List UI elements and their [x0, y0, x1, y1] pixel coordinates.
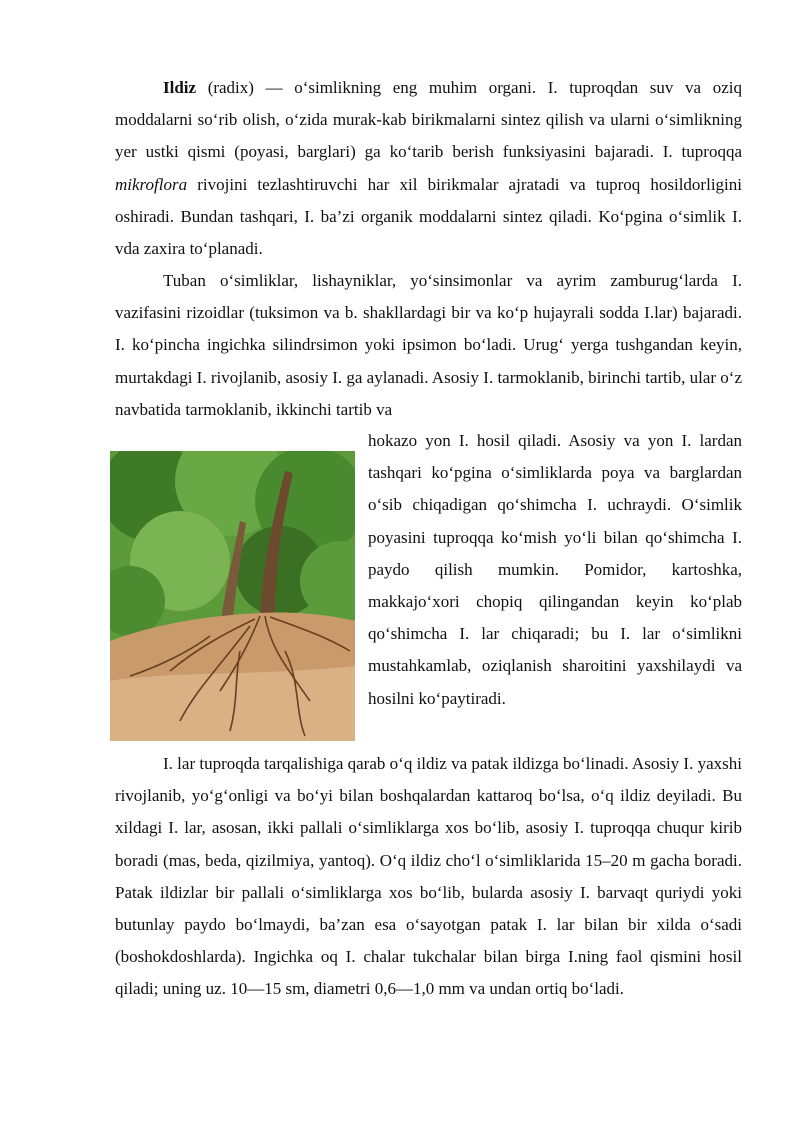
italic-mikroflora: mikroflora — [115, 174, 188, 194]
tree-roots-photo — [110, 451, 355, 741]
paragraph-rizoidlar: Tuban o‘simliklar, lishayniklar, yo‘sinsimonlar va ayrim zamburug‘larda I. vazifasini rizoidlar (tuksimon va b. shakllardagi bir va ko‘p hujayrali sodda I.lar) bajaradi. I. ko‘pincha ingichka silindrsimon yoki ipsimon bo‘ladi. Urug‘ yerga tushgandan keyin, murtakdagi I. rivojlanib, asosiy I. ga aylanadi. Asosiy I. tarmoklanib, birinchi tartib, ular o‘z navbatida tarmoklanib, ikkinchi tartib va — [115, 271, 742, 419]
tree-roots-photo-icon — [110, 451, 355, 741]
paragraph-ildiz-definition — [115, 72, 742, 265]
term-ildiz: Ildiz — [163, 78, 197, 97]
paragraph1-text-a: (radix) — o‘simlikning eng muhim organi. I. tuproqdan suv va oziq moddalarni so‘rib olish, o‘zida murak-kab birikmalarni sintez qilish va ularni o‘simlikning yer ustki qismi (poyasi, barglari) ga ko‘tarib berish funksiyasini bajaradi. I. tuproqqa — [115, 78, 742, 162]
paragraph1-text-b: rivojini tezlashtiruvchi har xil birikmalar ajratadi va tuproq hosildorligini oshiradi. Bundan tashqari, I. ba’zi organik moddalarni sintez qiladi. Ko‘pgina o‘simlik I. vda zaxira to‘planadi. — [115, 174, 742, 259]
paragraph-oq-ildiz-patak: I. lar tuproqda tarqalishiga qarab o‘q ildiz va patak ildizga bo‘linadi. Asosiy I. yaxshi rivojlanib, yo‘g‘onligi va bo‘yi bilan boshqalardan kattaroq bo‘lsa, o‘q ildiz deyiladi. Bu xildagi I. lar, asosan, ikki pallali o‘simliklarga xos bo‘lib, asosiy I. tuproqqa chuqur kirib boradi (mas, beda, qizilmiya, yantoq). O‘q ildiz cho‘l o‘simliklarida 15–20 m gacha boradi. Patak ildizlar bir pallali o‘simliklarga xos bo‘lib, bularda asosiy I. barvaqt quriydi yoki butunlay paydo bo‘lmaydi, ba’zan esa o‘sayotgan patak I. lar bilan bir xilda o‘sadi (boshokdoshlarda). Ingichka oq I. chalar tukchalar bilan birga I.ning faol qismini hosil qiladi; uning uz. 10—15 sm, diametri 0,6—1,0 mm va undan ortiq bo‘ladi. — [115, 754, 742, 999]
paragraph-qoshimcha-ildiz: hokazo yon I. hosil qiladi. Asosiy va yon I. lardan tashqari ko‘pgina o‘simliklarda poya va barglardan o‘sib chiqadigan qo‘shimcha I. uchraydi. O‘simlik poyasini tuproqqa ko‘mish yo‘li bilan qo‘shimcha I. paydo qilish mumkin. Pomidor, kartoshka, makkajo‘xori chopiq qilingandan keyin ko‘plab qo‘shimcha I. lar chiqaradi; bu I. lar o‘simlikni mustahkamlab, oziqlanish sharoitini yaxshilaydi va hosilni ko‘paytiradi. — [368, 431, 742, 708]
